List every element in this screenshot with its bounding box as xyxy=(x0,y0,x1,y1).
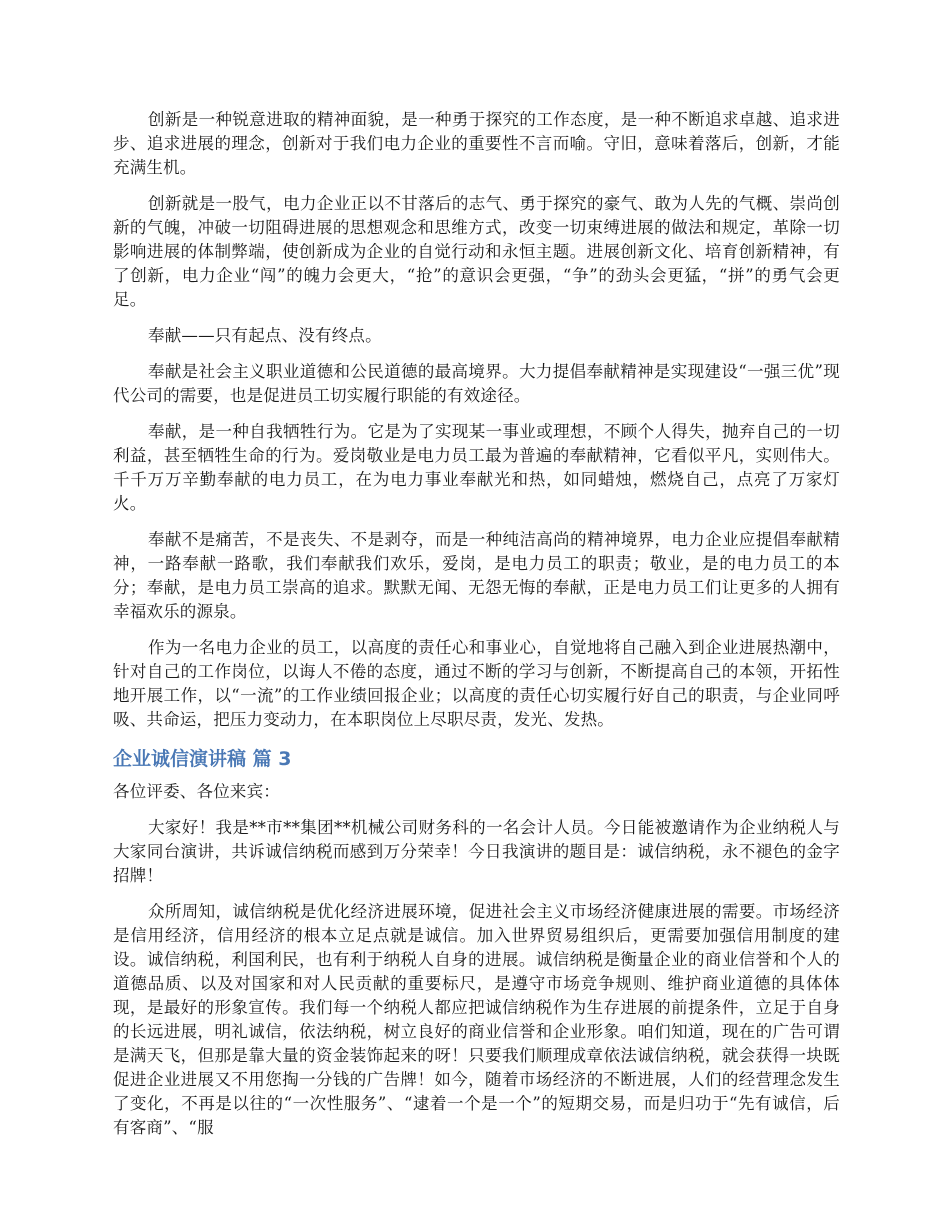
body-paragraph: 创新是一种锐意进取的精神面貌，是一种勇于探究的工作态度，是一种不断追求卓越、追求进步、追求进展的理念，创新对于我们电力企业的重要性不言而喻。守旧，意味着落后，创新，才能充满生机。 xyxy=(113,110,840,177)
body-paragraph: 大家好！我是**市**集团**机械公司财务科的一名会计人员。今日能被邀请作为企业纳税人与大家同台演讲，共诉诚信纳税而感到万分荣幸！今日我演讲的题目是：诚信纳税，永不褪色的金字招牌！ xyxy=(113,818,840,885)
document-page xyxy=(113,108,840,1140)
body-paragraph: 奉献——只有起点、没有终点。 xyxy=(148,326,382,345)
body-paragraph: 创新就是一股气，电力企业正以不甘落后的志气、勇于探究的豪气、敢为人先的气概、崇尚创新的气魄，冲破一切阻碍进展的思想观念和思维方式，改变一切束缚进展的做法和规定，革除一切影响进展的体制弊端，使创新成为企业的自觉行动和永恒主题。进展创新文化、培育创新精神，有了创新，电力企业“闯”的魄力会更大，“抢”的意识会更强，“争”的劲头会更猛，“拼”的勇气会更足。 xyxy=(113,194,840,309)
body-paragraph: 奉献，是一种自我牺牲行为。它是为了实现某一事业或理想，不顾个人得失，抛弃自己的一切利益，甚至牺牲生命的行为。爱岗敬业是电力员工最为普遍的奉献精神，它看似平凡，实则伟大。千千万万辛勤奉献的电力员工，在为电力事业奉献光和热，如同蜡烛，燃烧自己，点亮了万家灯火。 xyxy=(113,422,840,513)
body-paragraph: 众所周知，诚信纳税是优化经济进展环境，促进社会主义市场经济健康进展的需要。市场经济是信用经济，信用经济的根本立足点就是诚信。加入世界贸易组织后，更需要加强信用制度的建设。诚信纳税，利国利民，也有利于纳税人自身的进展。诚信纳税是衡量企业的商业信誉和个人的道德品质、以及对国家和对人民贡献的重要标尺，是遵守市场竞争规则、维护商业道德的具体体现，是最好的形象宣传。我们每一个纳税人都应把诚信纳税作为生存进展的前提条件，立足于自身的长远进展，明礼诚信，依法纳税，树立良好的商业信誉和企业形象。咱们知道，现在的广告可谓是满天飞，但那是靠大量的资金装饰起来的呀！只要我们顺理成章依法诚信纳税，就会获得一块既促进企业进展又不用您掏一分钱的广告牌！如今，随着市场经济的不断进展，人们的经营理念发生了变化，不再是以往的“一次性服务”、“逮着一个是一个”的短期交易，而是归功于“先有诚信，后有客商”、“服 xyxy=(113,902,840,1137)
body-paragraph: 奉献不是痛苦，不是丧失、不是剥夺，而是一种纯洁高尚的精神境界，电力企业应提倡奉献精神，一路奉献一路歌，我们奉献我们欢乐，爱岗，是电力员工的职责；敬业，是的电力员工的本分；奉献，是电力员工崇高的追求。默默无闻、无怨无悔的奉献，正是电力员工们让更多的人拥有幸福欢乐的源泉。 xyxy=(113,530,840,621)
salutation: 各位评委、各位来宾： xyxy=(113,782,280,801)
section-heading: 企业诚信演讲稿 篇 3 xyxy=(113,748,292,770)
body-paragraph: 奉献是社会主义职业道德和公民道德的最高境界。大力提倡奉献精神是实现建设“一强三优”现代公司的需要，也是促进员工切实履行职能的有效途径。 xyxy=(113,362,840,405)
body-paragraph: 作为一名电力企业的员工，以高度的责任心和事业心，自觉地将自己融入到企业进展热潮中，针对自己的工作岗位，以诲人不倦的态度，通过不断的学习与创新，不断提高自己的本领，开拓性地开展工作，以“一流”的工作业绩回报企业；以高度的责任心切实履行好自己的职责，与企业同呼吸、共命运，把压力变动力，在本职岗位上尽职尽责，发光、发热。 xyxy=(113,638,840,729)
